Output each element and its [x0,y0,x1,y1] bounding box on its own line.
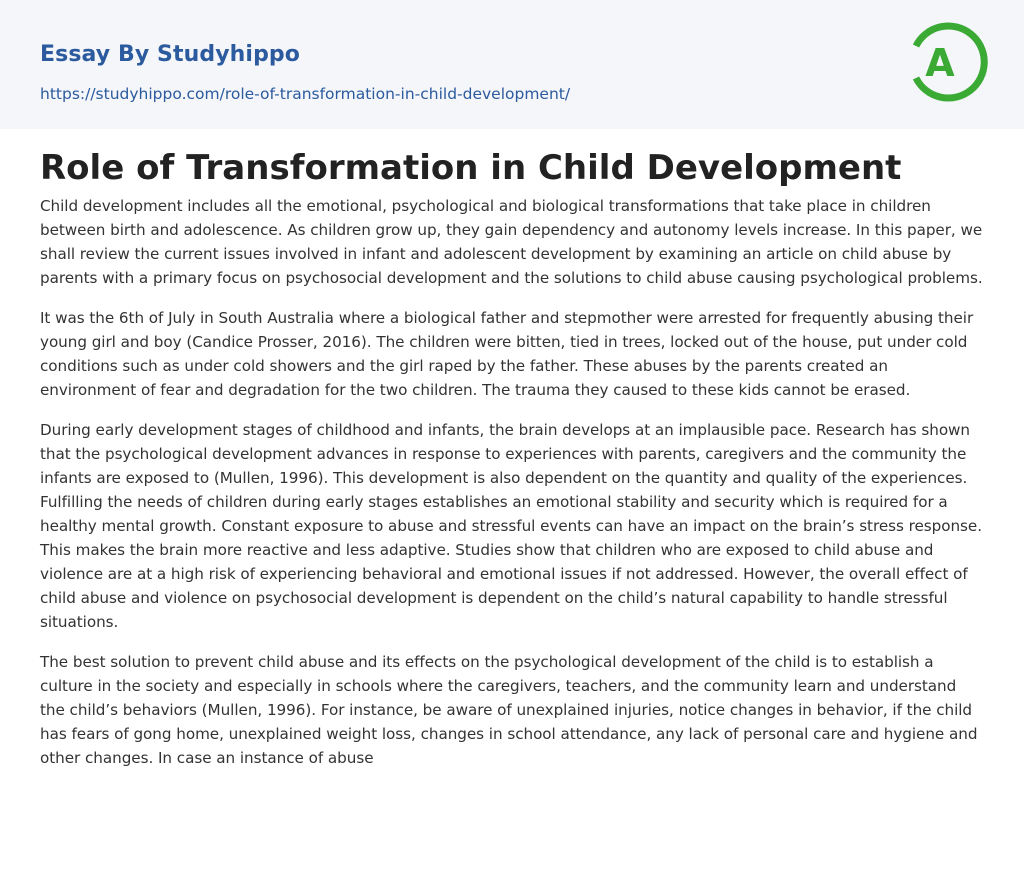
paragraph-2: It was the 6th of July in South Australia where a biological father and stepmother were arrested for frequently abusing their young girl and boy (Candice Prosser, 2016). The children were bitten, tied in trees, locked out of the house, put under cold conditions such as under cold showers and the girl raped by the father. These abuses by the parents created an environment of fear and degradation for the two children. The trauma they caused to these kids cannot be erased. [40,309,974,399]
brand-title[interactable]: Essay By Studyhippo [40,42,300,67]
essay-url-link[interactable]: https://studyhippo.com/role-of-transformation-in-child-development/ [40,85,571,103]
paragraph-3: During early development stages of childhood and infants, the brain develops at an implausible pace. Research has shown that the psychological development advances in response to experiences with parents, caregivers and the community the infants are exposed to (Mullen, 1996). This development is also dependent on the quantity and quality of the experiences. Fulfilling the needs of children during early stages establishes an emotional stability and security which is required for a healthy mental growth. Constant exposure to abuse and stressful events can have an impact on the brain’s stress response. This makes the brain more reactive and less adaptive. Studies show that children who are exposed to child abuse and violence are at a high risk of experiencing behavioral and emotional issues if not addressed. However, the overall effect of child abuse and violence on psychosocial development is dependent on the child’s natural capability to handle stressful situations. [40,421,982,631]
site-header [0,0,1024,129]
studyhippo-logo-icon[interactable] [910,18,988,106]
page-title: Role of Transformation in Child Development [40,148,902,188]
paragraph-1: Child development includes all the emotional, psychological and biological transformations that take place in children between birth and adolescence. As children grow up, they gain dependency and autonomy levels increase. In this paper, we shall review the current issues involved in infant and adolescent development by examining an article on child abuse by parents with a primary focus on psychosocial development and the solutions to child abuse causing psychological problems. [40,197,983,287]
logo-letter: A [925,41,955,85]
essay-body [40,194,985,786]
paragraph-4: The best solution to prevent child abuse and its effects on the psychological development of the child is to establish a culture in the society and especially in schools where the caregivers, teachers, and the community learn and understand the child’s behaviors (Mullen, 1996). For instance, be aware of unexplained injuries, notice changes in behavior, if the child has fears of gong home, unexplained weight loss, changes in school attendance, any lack of personal care and hygiene and other changes. In case an instance of abuse [40,653,978,767]
